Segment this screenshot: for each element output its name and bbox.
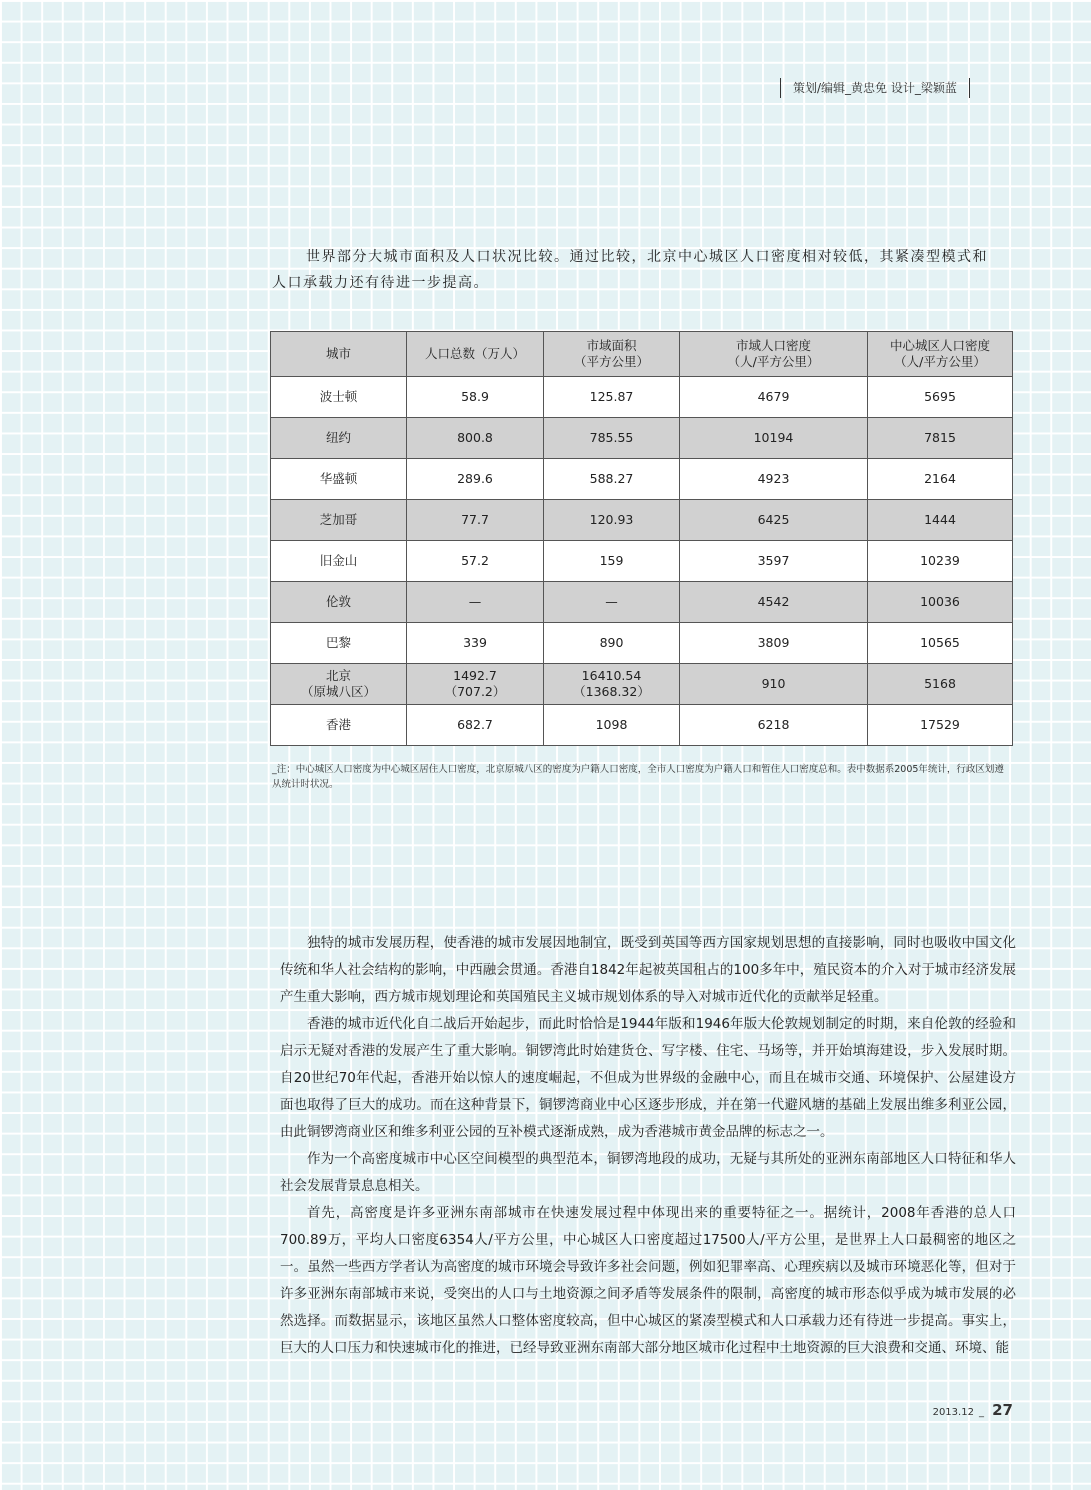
cell-density: 3809 — [680, 623, 868, 664]
table-note: _注：中心城区人口密度为中心城区居住人口密度，北京原城八区的密度为户籍人口密度，全市人口密度为户籍人口和暂住人口密度总和。表中数据系2005年统计，行政区划遵从统计时状况。 — [272, 764, 1004, 790]
footer-separator: _ — [979, 1407, 985, 1418]
page-number: 27 — [992, 1401, 1013, 1419]
cell-area: 120.93 — [544, 500, 680, 541]
cell-population: 58.9 — [407, 377, 544, 418]
running-header — [780, 78, 970, 98]
cell-center-density: 7815 — [868, 418, 1013, 459]
cell-city: 芝加哥 — [271, 500, 407, 541]
body-paragraph: 作为一个高密度城市中心区空间模型的典型范本，铜锣湾地段的成功，无疑与其所处的亚洲东南部地区人口特征和华人社会发展背景息息相关。 — [280, 1151, 1016, 1194]
article-body — [280, 930, 1016, 1362]
cell-area: 125.87 — [544, 377, 680, 418]
header-credit: 策划/编辑_黄忠免 设计_梁颖蓝 — [793, 81, 957, 95]
cell-area: 16410.54 （1368.32） — [544, 664, 680, 705]
cell-center-density: 2164 — [868, 459, 1013, 500]
cell-population: 77.7 — [407, 500, 544, 541]
cell-density: 910 — [680, 664, 868, 705]
issue-date: 2013.12 — [932, 1407, 974, 1418]
cell-city: 伦敦 — [271, 582, 407, 623]
cell-population: 57.2 — [407, 541, 544, 582]
cell-area: 588.27 — [544, 459, 680, 500]
cell-density: 4923 — [680, 459, 868, 500]
table-row — [271, 623, 1013, 664]
cell-area: 1098 — [544, 705, 680, 746]
table-row — [271, 459, 1013, 500]
table-caption: 世界部分大城市面积及人口状况比较。通过比较，北京中心城区人口密度相对较低，其紧凑型模式和人口承载力还有待进一步提高。 — [272, 249, 988, 291]
cell-population: 800.8 — [407, 418, 544, 459]
cell-city: 波士顿 — [271, 377, 407, 418]
cell-city: 北京 （原城八区） — [271, 664, 407, 705]
body-paragraph: 香港的城市近代化自二战后开始起步，而此时恰恰是1944年版和1946年版大伦敦规划制定的时期，来自伦敦的经验和启示无疑对香港的发展产生了重大影响。铜锣湾此时始建货仓、写字楼、住宅、马场等，并开始填海建设，步入发展时期。自20世纪70年代起，香港开始以惊人的速度崛起，不但成为世界级的金融中心，而且在城市交通、环境保护、公屋建设方面也取得了巨大的成功。而在这种背景下，铜锣湾商业中心区逐步形成，并在第一代避风塘的基础上发展出维多利亚公园，由此铜锣湾商业区和维多利亚公园的互补模式逐渐成熟，成为香港城市黄金品牌的标志之一。 — [280, 1016, 1016, 1140]
header-center-density: 中心城区人口密度 （人/平方公里） — [868, 332, 1013, 377]
cell-center-density: 10239 — [868, 541, 1013, 582]
cell-population: 289.6 — [407, 459, 544, 500]
cell-density: 4679 — [680, 377, 868, 418]
cell-center-density: 10036 — [868, 582, 1013, 623]
cell-area: 785.55 — [544, 418, 680, 459]
cell-population: 1492.7 （707.2） — [407, 664, 544, 705]
cell-center-density: 5695 — [868, 377, 1013, 418]
table-row — [271, 582, 1013, 623]
table-row — [271, 541, 1013, 582]
header-area: 市域面积 （平方公里） — [544, 332, 680, 377]
cell-area: — — [544, 582, 680, 623]
cell-city: 香港 — [271, 705, 407, 746]
cell-area: 890 — [544, 623, 680, 664]
page-footer — [933, 1400, 1013, 1419]
cell-density: 3597 — [680, 541, 868, 582]
table-row — [271, 664, 1013, 705]
body-paragraph: 独特的城市发展历程，使香港的城市发展因地制宜，既受到英国等西方国家规划思想的直接影响，同时也吸收中国文化传统和华人社会结构的影响，中西融会贯通。香港自1842年起被英国租占的100多年中，殖民资本的介入对于城市经济发展产生重大影响，西方城市规划理论和英国殖民主义城市规划体系的导入对城市近代化的贡献举足轻重。 — [280, 935, 1016, 1005]
cell-city: 华盛顿 — [271, 459, 407, 500]
cell-population: 682.7 — [407, 705, 544, 746]
cell-center-density: 1444 — [868, 500, 1013, 541]
header-density: 市域人口密度 （人/平方公里） — [680, 332, 868, 377]
cell-density: 10194 — [680, 418, 868, 459]
cell-city: 巴黎 — [271, 623, 407, 664]
cell-density: 4542 — [680, 582, 868, 623]
cell-population: — — [407, 582, 544, 623]
cell-city: 纽约 — [271, 418, 407, 459]
table-row — [271, 377, 1013, 418]
header-city: 城市 — [271, 332, 407, 377]
cell-city: 旧金山 — [271, 541, 407, 582]
header-population: 人口总数（万人） — [407, 332, 544, 377]
body-paragraph: 首先，高密度是许多亚洲东南部城市在快速发展过程中体现出来的重要特征之一。据统计，2008年香港的总人口700.89万，平均人口密度6354人/平方公里，中心城区人口密度超过17500人/平方公里，是世界上人口最稠密的地区之一。虽然一些西方学者认为高密度的城市环境会导致许多社会问题，例如犯罪率高、心理疾病以及城市环境恶化等，但对于许多亚洲东南部城市来说，受突出的人口与土地资源之间矛盾等发展条件的限制，高密度的城市形态似乎成为城市发展的必然选择。而数据显示，该地区虽然人口整体密度较高，但中心城区的紧凑型模式和人口承载力还有待进一步提高。事实上，巨大的人口压力和快速城市化的推进，已经导致亚洲东南部大部分地区城市化过程中土地资源的巨大浪费和交通、环境、能 — [280, 1205, 1016, 1356]
cell-area: 159 — [544, 541, 680, 582]
city-comparison-table — [270, 331, 1013, 746]
table-row — [271, 705, 1013, 746]
table-row — [271, 500, 1013, 541]
table-row — [271, 418, 1013, 459]
cell-center-density: 17529 — [868, 705, 1013, 746]
cell-population: 339 — [407, 623, 544, 664]
cell-center-density: 10565 — [868, 623, 1013, 664]
cell-center-density: 5168 — [868, 664, 1013, 705]
cell-density: 6218 — [680, 705, 868, 746]
table-header-row — [271, 332, 1013, 377]
cell-density: 6425 — [680, 500, 868, 541]
